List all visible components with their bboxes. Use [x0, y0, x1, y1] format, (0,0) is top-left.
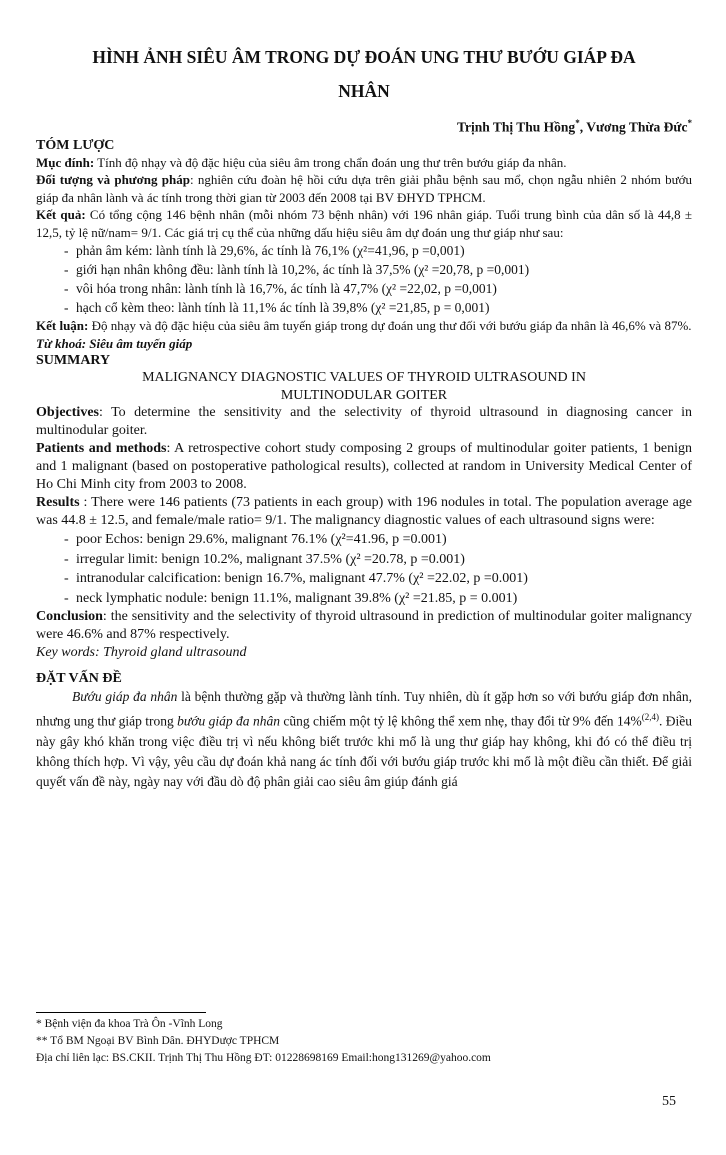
- results-list-vi: [36, 241, 692, 317]
- intro-italic-1: Bướu giáp đa nhân: [72, 689, 178, 704]
- conclusion-paragraph-vi: [36, 317, 692, 335]
- vietnamese-abstract: [36, 137, 692, 353]
- results-text-vi: Có tổng cộng 146 bệnh nhân (mỗi nhóm 73 bệnh nhân) với 196 nhân giáp. Tuổi trung bình của dân số là 44,8 ± 12,5, tỷ lệ nữ/nam= 9/1. Các giá trị cụ thể của những dấu hiệu siêu âm dự đoán ung thư giáp như sau:: [36, 207, 692, 240]
- conclusion-label-vi: Kết luận:: [36, 318, 89, 333]
- results-paragraph-en: [36, 494, 692, 530]
- list-item: - irregular limit: benign 10.2%, malignant 37.5% (χ² =20.78, p =0.001): [76, 550, 692, 570]
- list-item: - phản âm kém: lành tính là 29,6%, ác tính là 76,1% (χ²=41,96, p =0,001): [76, 241, 692, 260]
- methods-text-en: : A retrospective cohort study composing 2 groups of multinodular goiter patients, 1 benign and 1 malignant (based on postoperative pathological results), collected at random in University Medical Center of Ho Chi Minh city from 2003 to 2008.: [36, 441, 692, 492]
- objectives-label-en: Objectives: [36, 405, 99, 420]
- keywords-en: Key words: Thyroid gland ultrasound: [36, 645, 247, 660]
- list-item: - poor Echos: benign 29.6%, malignant 76.1% (χ²=41.96, p =0.001): [76, 530, 692, 550]
- footnote-2: ** Tổ BM Ngoại BV Bình Dân. ĐHYDược TPHCM: [36, 1035, 280, 1047]
- intro-reference: (2,4): [641, 712, 659, 722]
- objective-label-vi: Mục đính:: [36, 154, 95, 170]
- list-item: - intranodular calcification: benign 16.7%, malignant 47.7% (χ² =22.02, p =0.001): [76, 569, 692, 589]
- footnote-divider: [36, 1012, 206, 1013]
- results-label-en: Results: [36, 495, 80, 510]
- contact-line: Địa chỉ liên lạc: BS.CKII. Trịnh Thị Thu Hồng ĐT: 01228698169 Email:hong131269@yahoo.com: [36, 1052, 491, 1064]
- introduction-section: [36, 670, 692, 792]
- results-paragraph-vi: [36, 206, 692, 241]
- footnote-1: * Bệnh viện đa khoa Trà Ôn -Vĩnh Long: [36, 1018, 223, 1030]
- summary-title-line1: MALIGNANCY DIAGNOSTIC VALUES OF THYROID ULTRASOUND IN: [142, 370, 586, 385]
- methods-paragraph-vi: [36, 171, 692, 206]
- list-item: - hạch cổ kèm theo: lành tính là 11,1% ác tính là 39,8% (χ² =21,85, p = 0,001): [76, 298, 692, 317]
- methods-label-en: Patients and methods: [36, 441, 167, 456]
- methods-paragraph-en: [36, 440, 692, 494]
- conclusion-paragraph-en: [36, 608, 692, 644]
- author-2-mark: *: [687, 118, 692, 128]
- paper-title-line1: HÌNH ẢNH SIÊU ÂM TRONG DỰ ĐOÁN UNG THƯ BƯỚU GIÁP ĐA: [92, 47, 636, 67]
- intro-text-1: là bệnh thường gặp và thường lành tính. Tuy nhiên, dù ít gặp hơn so với bướu giáp đơn nhân, nhưng ung thư giáp trong: [36, 689, 692, 729]
- footnotes: [36, 1016, 696, 1067]
- introduction-heading: ĐẶT VẤN ĐỀ: [36, 671, 122, 686]
- article-page: [36, 40, 692, 792]
- methods-text-vi: : nghiên cứu đoàn hệ hồi cứu dựa trên giải phẫu bệnh sau mổ, chọn ngẫu nhiên 2 nhóm bướu giáp đa nhân lành và ác tính trong thời gian từ 2003 đến 2008 tại BV ĐHYD TPHCM.: [36, 172, 692, 205]
- results-label-vi: Kết quả:: [36, 207, 86, 222]
- objective-text-vi: Tính độ nhạy và độ đặc hiệu của siêu âm trong chẩn đoán ung thư trên bướu giáp đa nhân.: [94, 154, 567, 170]
- english-summary: [36, 352, 692, 662]
- conclusion-text-vi: Độ nhạy và độ đặc hiệu của siêu âm tuyến giáp trong dự đoán ung thư đối với bướu giáp đa nhân là 46,6% và 87%.: [88, 318, 692, 333]
- paper-title-line2: NHÂN: [338, 81, 390, 101]
- author-1-mark: *: [575, 118, 580, 128]
- objectives-paragraph-en: [36, 404, 692, 440]
- list-item: - vôi hóa trong nhân: lành tính là 16,7%, ác tính là 47,7% (χ² =22,02, p =0,001): [76, 279, 692, 298]
- conclusion-text-en: : the sensitivity and the selectivity of thyroid ultrasound in prediction of multinodular goiter malignancy were 46.6% and 87% respectively.: [36, 609, 692, 642]
- paper-title: [36, 40, 692, 108]
- intro-text-3: . Điều này gây khó khăn trong việc điều trị vì nếu không biết trước khi mổ là ung thư giáp hay không, khi đó có thể điều trị không thích hợp. Vì vậy, yêu cầu dự đoán khả nang ác tính đối với bướu giáp trước khi mổ là một điều cần thiết. Để giải quyết vấn đề này, ngày nay với đầu dò độ phân giải cao siêu âm giúp đánh giá: [36, 713, 692, 789]
- summary-title-line2: MULTINODULAR GOITER: [280, 387, 448, 403]
- list-item: - giới hạn nhân không đều: lành tính là 10,2%, ác tính là 37,5% (χ² =20,78, p =0,001): [76, 260, 692, 279]
- author-1: Trịnh Thị Thu Hồng: [456, 119, 576, 135]
- methods-label-vi: Đối tượng và phương pháp: [36, 172, 190, 187]
- conclusion-label-en: Conclusion: [36, 609, 103, 624]
- page-number: 55: [662, 1094, 676, 1109]
- author-separator: ,: [579, 119, 587, 135]
- objective-paragraph-vi: [36, 154, 692, 172]
- introduction-paragraph: [36, 687, 692, 792]
- intro-italic-2: bướu giáp đa nhân: [177, 713, 280, 729]
- objectives-text-en: : To determine the sensitivity and the selectivity of thyroid ultrasound in diagnosing cancer in multinodular goiter.: [36, 405, 692, 438]
- list-item: - neck lymphatic nodule: benign 11.1%, malignant 39.8% (χ² =21.85, p = 0.001): [76, 589, 692, 609]
- results-text-en: : There were 146 patients (73 patients in each group) with 196 nodules in total. The population average age was 44.8 ± 12.5, and female/male ratio= 9/1. The malignancy diagnostic values of each ultrasound signs were:: [36, 495, 692, 528]
- author-line: [36, 114, 692, 137]
- keywords-vi: Từ khoá: Siêu âm tuyến giáp: [36, 335, 193, 351]
- author-2: Vương Thừa Đức: [586, 119, 688, 135]
- results-list-en: [36, 530, 692, 608]
- abstract-heading-vi: TÓM LƯỢC: [36, 137, 115, 153]
- intro-text-2: cũng chiếm một tỷ lệ không thể xem nhẹ, thay đổi từ 9% đến 14%: [279, 713, 642, 729]
- summary-heading: SUMMARY: [36, 353, 111, 368]
